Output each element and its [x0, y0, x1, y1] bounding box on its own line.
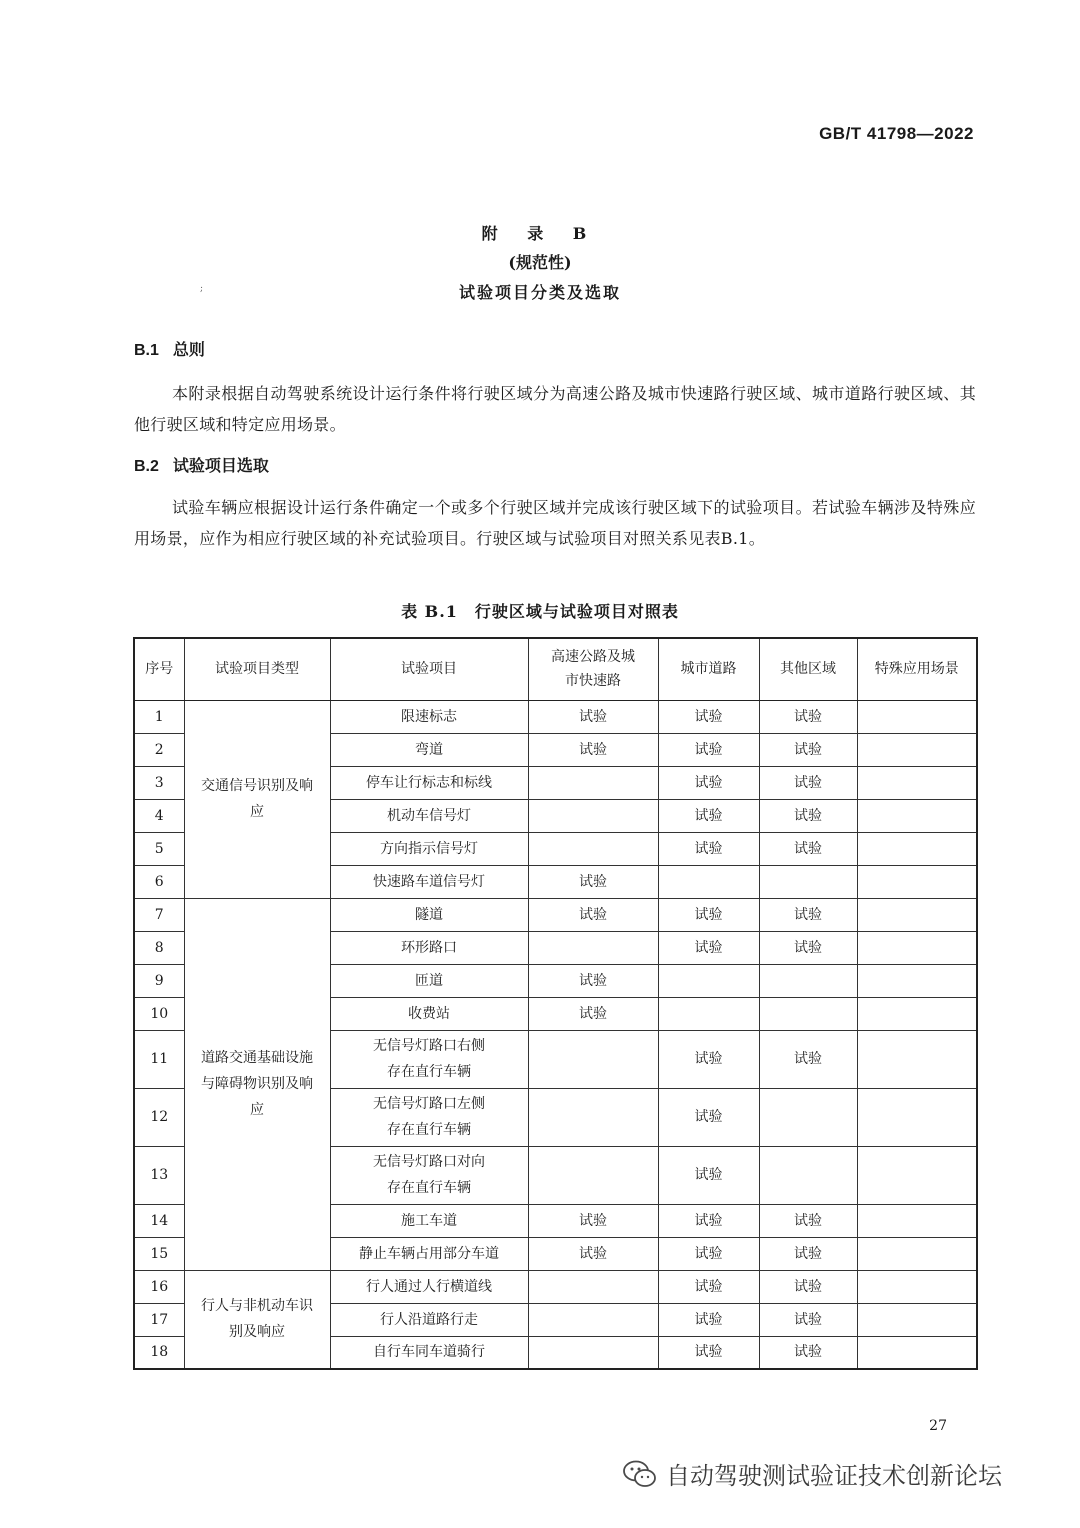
- col-header-special: 特殊应用场景: [857, 638, 977, 700]
- cell-item: 无信号灯路口对向存在直行车辆: [330, 1146, 528, 1204]
- cell-other: [759, 964, 857, 997]
- cell-no: 5: [134, 832, 184, 865]
- cell-urban: 试验: [658, 1336, 759, 1369]
- section-title-b1: [134, 337, 205, 360]
- cell-other: 试验: [759, 1030, 857, 1088]
- cell-no: 11: [134, 1030, 184, 1088]
- cell-item: 方向指示信号灯: [330, 832, 528, 865]
- cell-other: 试验: [759, 898, 857, 931]
- col-header-urban: 城市道路: [658, 638, 759, 700]
- cell-highway: [528, 1303, 658, 1336]
- cell-urban: 试验: [658, 1204, 759, 1237]
- table-header-row: [134, 638, 977, 700]
- cell-special: [857, 733, 977, 766]
- cell-item: 施工车道: [330, 1204, 528, 1237]
- cell-special: [857, 1030, 977, 1088]
- cell-item: 快速路车道信号灯: [330, 865, 528, 898]
- cell-highway: 试验: [528, 997, 658, 1030]
- cell-no: 18: [134, 1336, 184, 1369]
- cell-other: 试验: [759, 1237, 857, 1270]
- cell-highway: 试验: [528, 733, 658, 766]
- cell-special: [857, 832, 977, 865]
- cell-other: [759, 997, 857, 1030]
- cell-special: [857, 931, 977, 964]
- cell-urban: [658, 865, 759, 898]
- cell-no: 15: [134, 1237, 184, 1270]
- cell-highway: 试验: [528, 1204, 658, 1237]
- standard-code: GB/T 41798—2022: [819, 124, 974, 143]
- cell-item: 收费站: [330, 997, 528, 1030]
- cell-item: 弯道: [330, 733, 528, 766]
- section-number: B.1: [134, 342, 159, 359]
- cell-special: [857, 799, 977, 832]
- cell-urban: 试验: [658, 1146, 759, 1204]
- cell-urban: 试验: [658, 1237, 759, 1270]
- cell-urban: 试验: [658, 898, 759, 931]
- cell-special: [857, 964, 977, 997]
- cell-no: 7: [134, 898, 184, 931]
- cell-other: 试验: [759, 931, 857, 964]
- cell-special: [857, 700, 977, 733]
- appendix-type: (规范性): [508, 253, 572, 272]
- cell-special: [857, 1146, 977, 1204]
- cell-no: 14: [134, 1204, 184, 1237]
- cell-highway: 试验: [528, 964, 658, 997]
- section-heading: 总则: [172, 340, 205, 359]
- cell-no: 6: [134, 865, 184, 898]
- cell-item: 自行车同车道骑行: [330, 1336, 528, 1369]
- cell-highway: [528, 766, 658, 799]
- cell-special: [857, 766, 977, 799]
- cell-urban: 试验: [658, 766, 759, 799]
- cell-other: 试验: [759, 733, 857, 766]
- cell-special: [857, 997, 977, 1030]
- appendix-label: 附 录 B: [481, 224, 599, 243]
- cell-no: 2: [134, 733, 184, 766]
- cell-other: [759, 1088, 857, 1146]
- cell-no: 1: [134, 700, 184, 733]
- cell-other: [759, 865, 857, 898]
- cell-other: 试验: [759, 1336, 857, 1369]
- cell-category: 交通信号识别及响应: [184, 700, 330, 898]
- cell-category: 道路交通基础设施与障碍物识别及响应: [184, 898, 330, 1270]
- cell-other: 试验: [759, 700, 857, 733]
- table-caption: 表 B.1 行驶区域与试验项目对照表: [401, 602, 679, 621]
- cell-item: 匝道: [330, 964, 528, 997]
- cell-urban: 试验: [658, 1030, 759, 1088]
- cell-special: [857, 898, 977, 931]
- cell-other: 试验: [759, 832, 857, 865]
- cell-urban: 试验: [658, 700, 759, 733]
- section-title-b2: [134, 453, 269, 476]
- watermark: [622, 1456, 1002, 1491]
- cell-highway: 试验: [528, 865, 658, 898]
- cell-highway: [528, 1146, 658, 1204]
- table-body: [134, 700, 977, 1369]
- cell-no: 16: [134, 1270, 184, 1303]
- cell-urban: [658, 997, 759, 1030]
- appendix-title: 试验项目分类及选取: [458, 283, 621, 302]
- cell-category: 行人与非机动车识别及响应: [184, 1270, 330, 1369]
- col-header-item: 试验项目: [330, 638, 528, 700]
- cell-item: 无信号灯路口右侧存在直行车辆: [330, 1030, 528, 1088]
- cell-highway: [528, 1030, 658, 1088]
- cell-no: 10: [134, 997, 184, 1030]
- cell-no: 12: [134, 1088, 184, 1146]
- section-number: B.2: [134, 458, 159, 475]
- col-header-highway: 高速公路及城市快速路: [528, 638, 658, 700]
- cell-no: 17: [134, 1303, 184, 1336]
- table-row: [134, 700, 977, 733]
- col-header-type: 试验项目类型: [184, 638, 330, 700]
- cell-special: [857, 1303, 977, 1336]
- cell-other: 试验: [759, 799, 857, 832]
- cell-item: 停车让行标志和标线: [330, 766, 528, 799]
- cell-highway: [528, 832, 658, 865]
- cell-no: 8: [134, 931, 184, 964]
- cell-item: 环形路口: [330, 931, 528, 964]
- cell-urban: [658, 964, 759, 997]
- stray-mark: ;: [200, 284, 204, 294]
- cell-highway: 试验: [528, 898, 658, 931]
- cell-urban: 试验: [658, 1303, 759, 1336]
- wechat-icon: [622, 1459, 658, 1489]
- section-heading: 试验项目选取: [172, 456, 269, 475]
- cell-special: [857, 1088, 977, 1146]
- cell-item: 隧道: [330, 898, 528, 931]
- cell-urban: 试验: [658, 832, 759, 865]
- cell-special: [857, 865, 977, 898]
- cell-no: 13: [134, 1146, 184, 1204]
- cell-special: [857, 1270, 977, 1303]
- cell-highway: 试验: [528, 700, 658, 733]
- cell-no: 4: [134, 799, 184, 832]
- cell-no: 3: [134, 766, 184, 799]
- cell-urban: 试验: [658, 733, 759, 766]
- table-row: [134, 898, 977, 931]
- col-header-no: 序号: [134, 638, 184, 700]
- cell-highway: [528, 1088, 658, 1146]
- cell-highway: [528, 1336, 658, 1369]
- page-number: 27: [929, 1418, 947, 1434]
- cell-item: 行人沿道路行走: [330, 1303, 528, 1336]
- cell-item: 限速标志: [330, 700, 528, 733]
- cell-special: [857, 1336, 977, 1369]
- cell-other: 试验: [759, 1204, 857, 1237]
- cell-item: 行人通过人行横道线: [330, 1270, 528, 1303]
- cell-highway: [528, 799, 658, 832]
- cell-special: [857, 1204, 977, 1237]
- col-header-other: 其他区域: [759, 638, 857, 700]
- watermark-text: 自动驾驶测试验证技术创新论坛: [666, 1462, 1002, 1490]
- table-row: [134, 1270, 977, 1303]
- cell-special: [857, 1237, 977, 1270]
- cell-item: 机动车信号灯: [330, 799, 528, 832]
- cell-other: [759, 1146, 857, 1204]
- cell-urban: 试验: [658, 931, 759, 964]
- cell-item: 无信号灯路口左侧存在直行车辆: [330, 1088, 528, 1146]
- section-b1-paragraph: 本附录根据自动驾驶系统设计运行条件将行驶区域分为高速公路及城市快速路行驶区域、城市道路行驶区域、其他行驶区域和特定应用场景。: [134, 384, 976, 434]
- section-b2-paragraph: 试验车辆应根据设计运行条件确定一个或多个行驶区域并完成该行驶区域下的试验项目。若试验车辆涉及特殊应用场景，应作为相应行驶区域的补充试验项目。行驶区域与试验项目对照关系见表B.1。: [134, 498, 976, 548]
- region-test-table: [133, 637, 978, 1370]
- cell-no: 9: [134, 964, 184, 997]
- cell-highway: 试验: [528, 1237, 658, 1270]
- cell-highway: [528, 931, 658, 964]
- cell-other: 试验: [759, 1303, 857, 1336]
- cell-item: 静止车辆占用部分车道: [330, 1237, 528, 1270]
- cell-other: 试验: [759, 1270, 857, 1303]
- cell-urban: 试验: [658, 1270, 759, 1303]
- cell-highway: [528, 1270, 658, 1303]
- cell-other: 试验: [759, 766, 857, 799]
- cell-urban: 试验: [658, 1088, 759, 1146]
- cell-urban: 试验: [658, 799, 759, 832]
